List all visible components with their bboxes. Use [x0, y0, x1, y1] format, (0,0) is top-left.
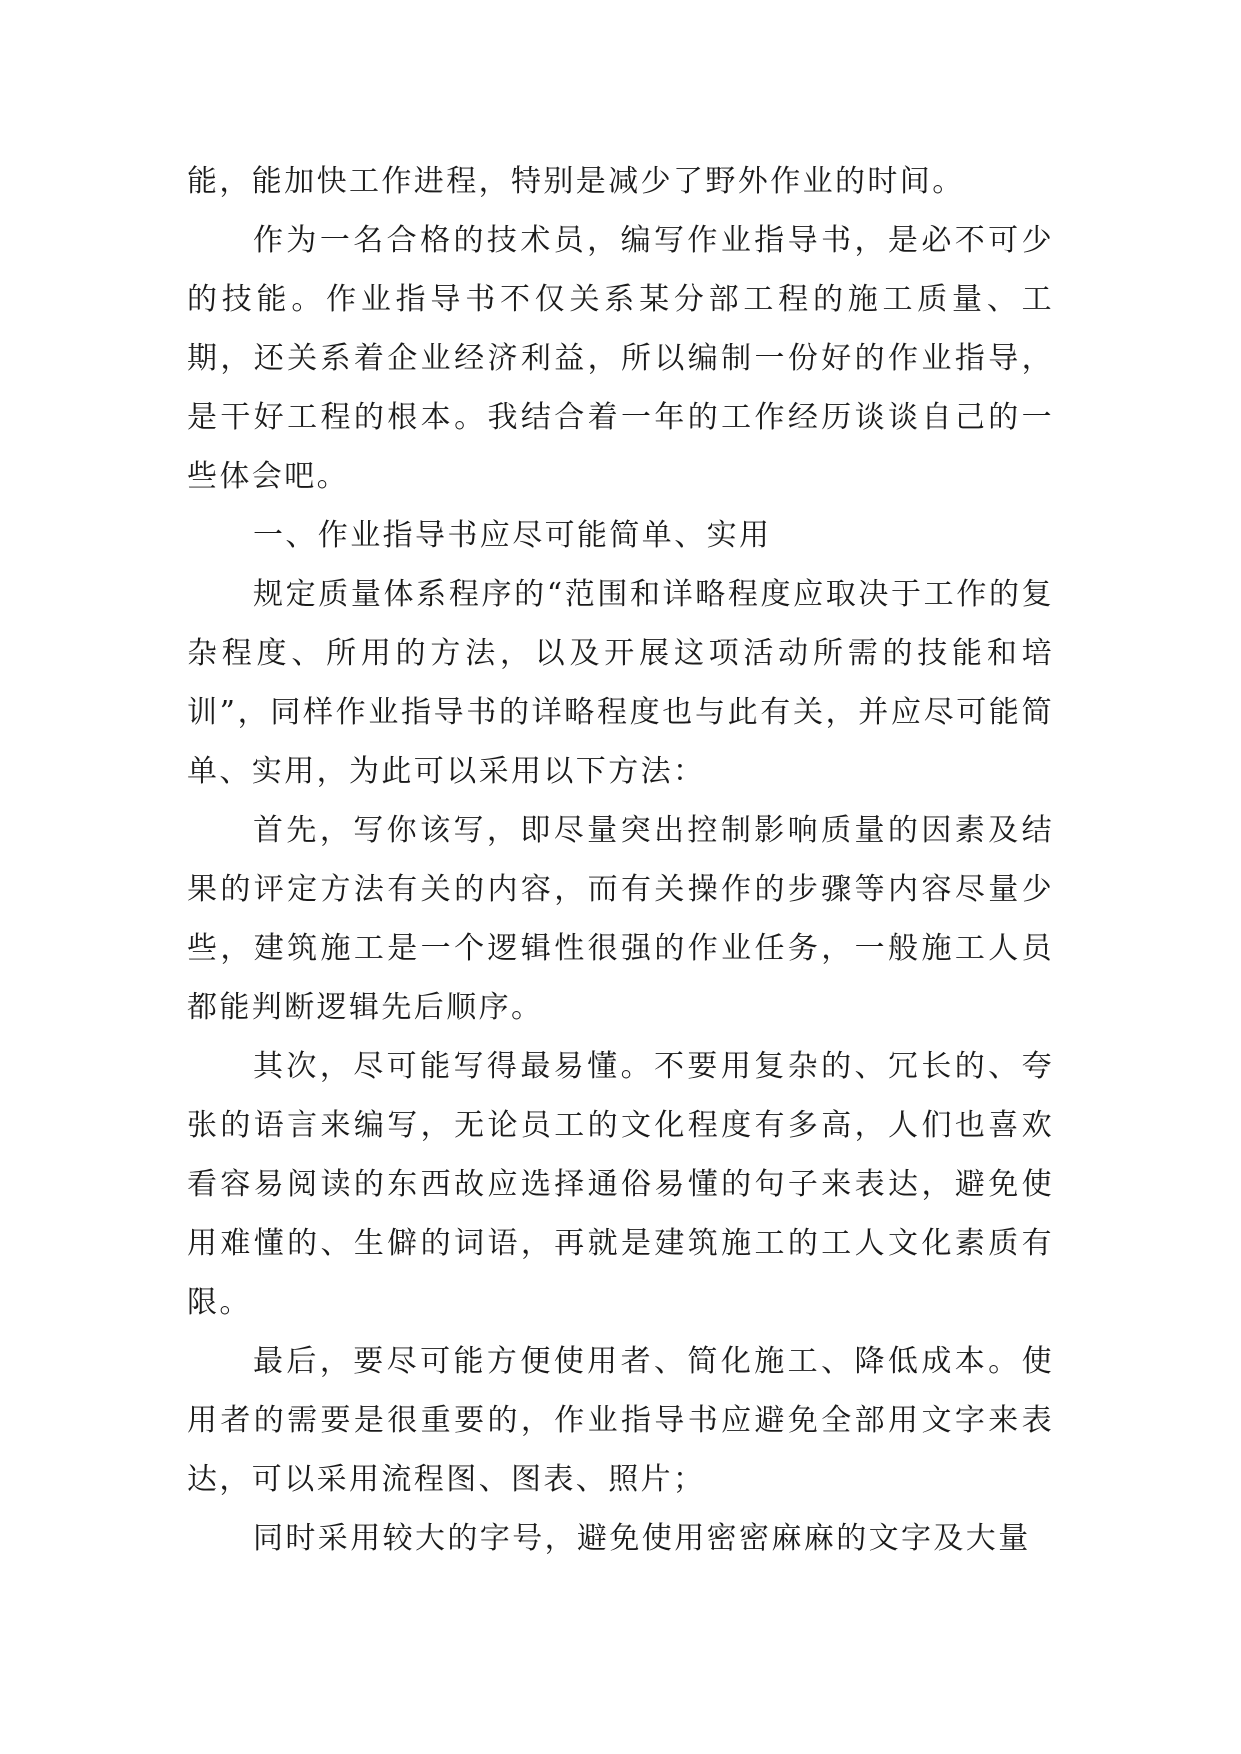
paragraph-quality-system: 规定质量体系程序的“范围和详略程度应取决于工作的复杂程度、所用的方法，以及开展这项活动所需的技能和培训”，同样作业指导书的详略程度也与此有关，并应尽可能简单、实用，为此可以采用以下方法： — [187, 577, 1054, 789]
paragraph-continuation: 能，能加快工作进程，特别是减少了野外作业的时间。 — [187, 164, 965, 199]
paragraph-font-size: 同时采用较大的字号，避免使用密密麻麻的文字及大量 — [253, 1521, 1031, 1556]
paragraph-first: 首先，写你该写，即尽量突出控制影响质量的因素及结果的评定方法有关的内容，而有关操作的步骤等内容尽量少些，建筑施工是一个逻辑性很强的作业任务，一般施工人员都能判断逻辑先后顺序。 — [187, 813, 1054, 1025]
document-body — [187, 152, 1054, 1568]
paragraph-last: 最后，要尽可能方便使用者、简化施工、降低成本。使用者的需要是很重要的，作业指导书应避免全部用文字来表达，可以采用流程图、图表、照片； — [187, 1344, 1054, 1497]
section-heading-simple-practical: 一、作业指导书应尽可能简单、实用 — [253, 518, 772, 553]
paragraph-technician-skill: 作为一名合格的技术员，编写作业指导书，是必不可少的技能。作业指导书不仅关系某分部工程的施工质量、工期，还关系着企业经济利益，所以编制一份好的作业指导，是干好工程的根本。我结合着一年的工作经历谈谈自己的一些体会吧。 — [187, 223, 1054, 494]
paragraph-second: 其次，尽可能写得最易懂。不要用复杂的、冗长的、夸张的语言来编写，无论员工的文化程度有多高，人们也喜欢看容易阅读的东西故应选择通俗易懂的句子来表达，避免使用难懂的、生僻的词语，再就是建筑施工的工人文化素质有限。 — [187, 1049, 1054, 1320]
